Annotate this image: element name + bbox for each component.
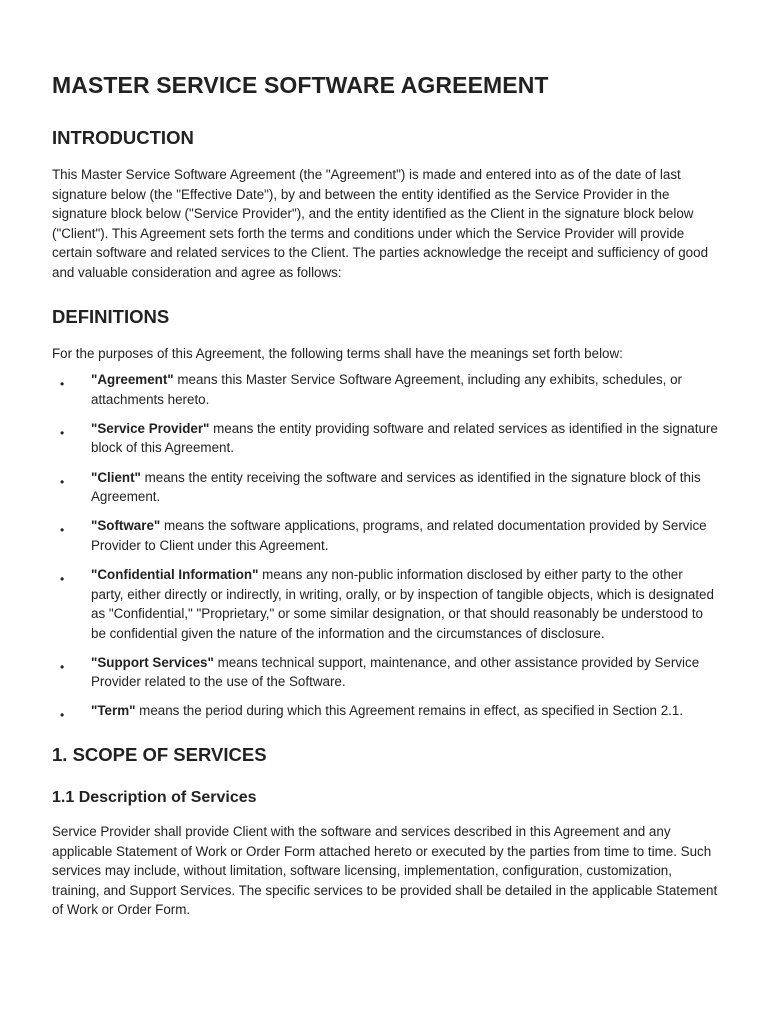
definition-text: means the entity receiving the software and services as identified in the signature block of this Agreement. (91, 469, 701, 505)
description-of-services-heading: 1.1 Description of Services (52, 789, 257, 807)
bullet-icon: • (60, 523, 65, 538)
definition-term: "Software" (91, 518, 161, 534)
definition-term: "Support Services" (91, 654, 214, 670)
definition-term: "Agreement" (91, 372, 174, 388)
introduction-paragraph: This Master Service Software Agreement (the "Agreement") is made and entered into as of the date of last signature below (the "Effective Date"), by and between the entity identified as the Service Provider in the signature block below ("Service Provider"), and the entity identified as the Client in the signature block below ("Client"). This Agreement sets forth the terms and conditions under which the Service Provider will provide certain software and related services to the Client. The parties acknowledge the receipt and sufficiency of good and valuable consideration and agree as follows: (52, 167, 709, 280)
bullet-icon: • (60, 474, 65, 489)
introduction-section (52, 126, 718, 283)
introduction-heading: INTRODUCTION (52, 127, 194, 148)
bullet-icon: • (60, 377, 65, 392)
definition-term: "Service Provider" (91, 420, 210, 436)
bullet-icon: • (60, 708, 65, 723)
definition-item-agreement (52, 370, 718, 409)
definition-item-support-services (52, 653, 718, 692)
scope-section (52, 743, 718, 920)
definition-item-term (52, 701, 718, 721)
bullet-icon: • (60, 571, 65, 586)
definition-term: "Term" (91, 703, 136, 719)
document-title: MASTER SERVICE SOFTWARE AGREEMENT (52, 72, 549, 98)
definitions-list (52, 370, 718, 721)
bullet-icon: • (60, 425, 65, 440)
definitions-section (52, 305, 718, 722)
definition-text: means technical support, maintenance, and other assistance provided by Service Provider related to the use of the Software. (91, 654, 700, 690)
description-of-services-paragraph: Service Provider shall provide Client with the software and services described in this Agreement and any applicable Statement of Work or Order Form attached hereto or executed by the parties from time to time. Such services may include, without limitation, software licensing, implementation, configuration, customization, training, and Support Services. The specific services to be provided shall be detailed in the applicable Statement of Work or Order Form. (52, 824, 718, 918)
definitions-heading: DEFINITIONS (52, 305, 170, 327)
definition-text: means any non-public information disclosed by either party to the other party, either directly or indirectly, in writing, orally, or by inspection of tangible objects, which is designated as "Confidential," "Proprietary," or some similar designation, or that should reasonably be understood to be confidential given the nature of the information and the circumstances of disclosure. (91, 566, 714, 641)
definition-text: means the period during which this Agreement remains in effect, as specified in Section 2.1. (135, 703, 684, 719)
definition-item-confidential-information (52, 565, 718, 643)
definition-item-client (52, 468, 718, 507)
scope-heading: 1. SCOPE OF SERVICES (52, 744, 267, 766)
definition-item-software (52, 516, 718, 555)
bullet-icon: • (60, 659, 65, 674)
definition-text: means the software applications, programs, and related documentation provided by Service Provider to Client under this Agreement. (91, 518, 707, 553)
definition-text: means the entity providing software and related services as identified in the signature block of this Agreement. (91, 420, 718, 456)
definitions-lead: For the purposes of this Agreement, the following terms shall have the meanings set forth below: (52, 345, 623, 361)
definition-item-service-provider (52, 419, 718, 458)
definition-term: "Client" (91, 469, 141, 485)
definition-text: means this Master Service Software Agreement, including any exhibits, schedules, or attachments hereto. (91, 372, 683, 407)
definition-term: "Confidential Information" (91, 566, 259, 582)
